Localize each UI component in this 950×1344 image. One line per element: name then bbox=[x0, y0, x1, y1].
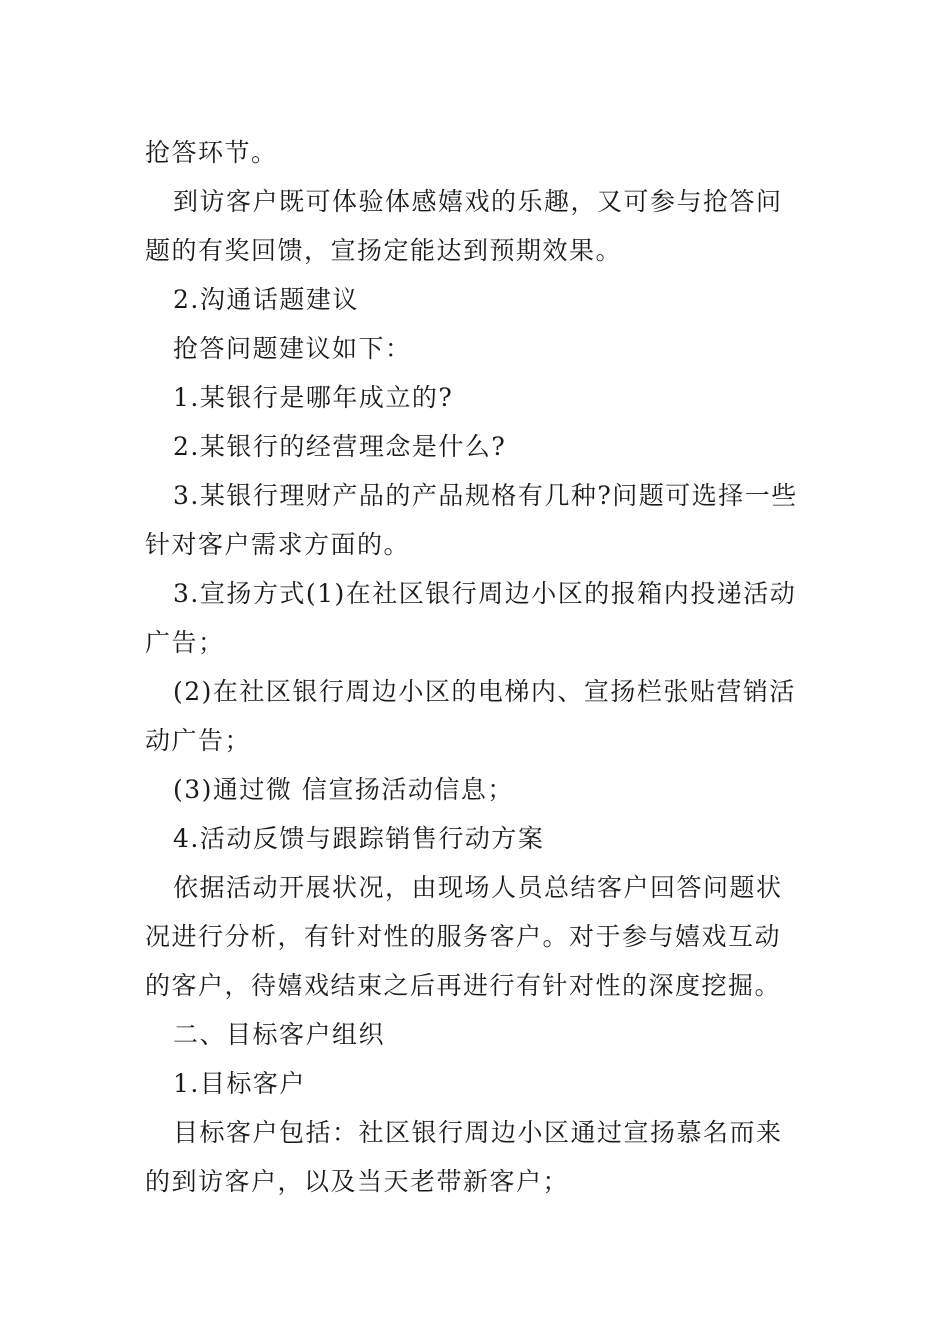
list-item: 3.某银行理财产品的产品规格有几种?问题可选择一些针对客户需求方面的。 bbox=[145, 481, 798, 559]
section-heading: 4.活动反馈与跟踪销售行动方案 bbox=[173, 824, 545, 853]
paragraph: 依据活动开展状况，由现场人员总结客户回答问题状况进行分析，有针对性的服务客户。对于参与嬉戏互动的客户，待嬉戏结束之后再进行有针对性的深度挖掘。 bbox=[145, 873, 783, 1000]
section-heading: 1.目标客户 bbox=[173, 1069, 306, 1098]
document-body bbox=[145, 128, 805, 1206]
list-item: 1.某银行是哪年成立的? bbox=[173, 383, 454, 412]
paragraph: 目标客户包括：社区银行周边小区通过宣扬慕名而来的到访客户，以及当天老带新客户； bbox=[145, 1118, 783, 1196]
section-heading: 二、目标客户组织 bbox=[173, 1020, 386, 1049]
list-item: 2.某银行的经营理念是什么? bbox=[173, 432, 507, 461]
list-item: (2)在社区银行周边小区的电梯内、宣扬栏张贴营销活动广告； bbox=[145, 677, 796, 755]
paragraph: 到访客户既可体验体感嬉戏的乐趣，又可参与抢答问题的有奖回馈，宣扬定能达到预期效果。 bbox=[145, 187, 783, 265]
paragraph: 抢答问题建议如下： bbox=[173, 334, 412, 363]
list-item: (3)通过微 信宣扬活动信息； bbox=[173, 775, 514, 804]
section-heading: 3.宣扬方式(1)在社区银行周边小区的报箱内投递活动广告； bbox=[145, 579, 797, 657]
section-heading: 2.沟通话题建议 bbox=[173, 285, 359, 314]
paragraph: 抢答环节。 bbox=[145, 138, 278, 167]
